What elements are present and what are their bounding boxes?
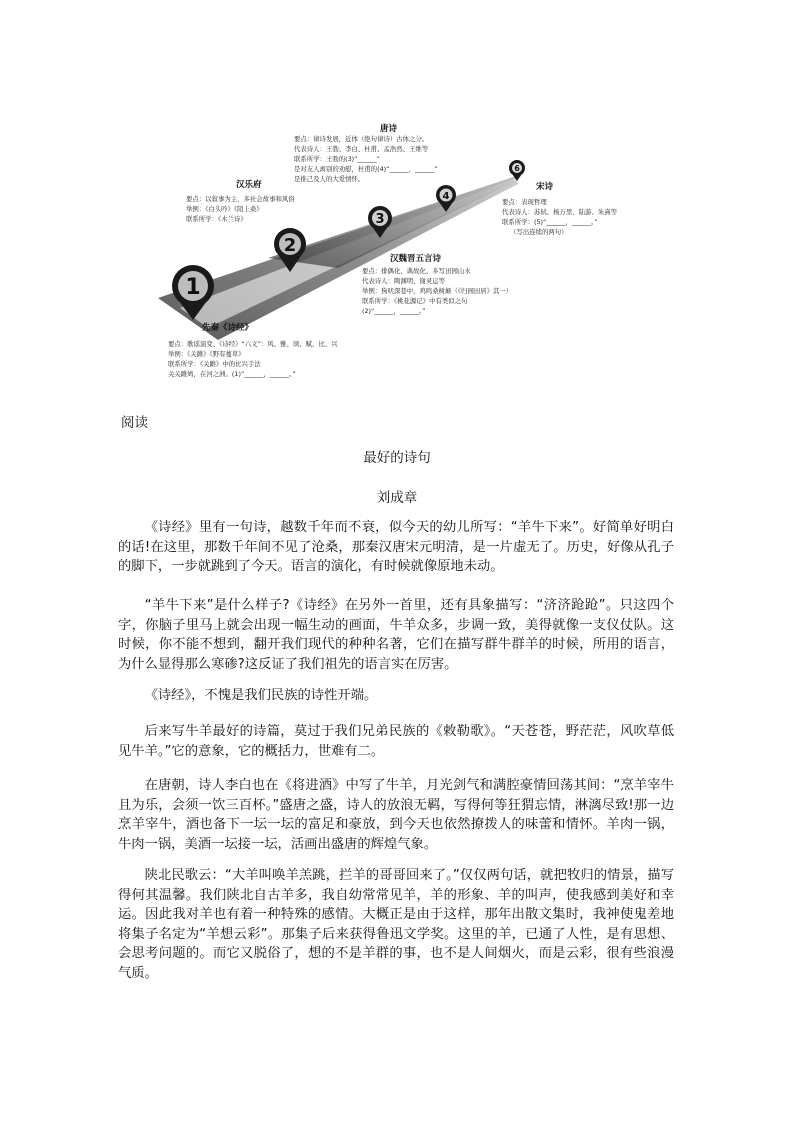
node-3-line-2: 代表诗人：陶渊明、谢灵运等 bbox=[362, 277, 446, 285]
node-1-line-4: 关关雎鸠，在河之洲。(1)“______，______。” bbox=[168, 370, 296, 378]
section-label-reading: 阅读 bbox=[121, 415, 148, 431]
node-2-line-3: 联系所学：《木兰诗》 bbox=[186, 215, 247, 223]
node-1-line-2: 举例：《关雎》《野有蔓草》 bbox=[168, 350, 245, 358]
poetry-history-diagram bbox=[118, 118, 658, 390]
paragraph-5: 在唐朝，诗人李白也在《将进酒》中写了牛羊，月光剑气和满腔豪情回荡其间：“烹羊宰牛且为乐，会须一饮三百杯。”盛唐之盛，诗人的放浪无羁，写得何等狂猬忘情，淋漓尽致!那一边烹羊宰牛，酒也备下一坛一坛的富足和豪放，到今天也依然撩拨人的味蕾和情怀。羊肉一锅，牛肉一锅，美酒一坛接一坛，活画出盛唐的辉煌气象。 bbox=[118, 778, 674, 852]
paragraph-1: 《诗经》里有一句诗，越数千年而不衰，似今天的幼儿所写：“羊牛下来”。好简单好明白的话!在这里，那数千年间不见了沧桑，那秦汉唐宋元明清，是一片虚无了。历史，好像从孔子的脚下，一步就跳到了今天。语言的演化，有时候就像原地未动。 bbox=[118, 520, 674, 574]
paragraph-4: 后来写牛羊最好的诗篇，莫过于我们兄弟民族的《敕勒歌》。“天苍苍，野茫茫，风吹草低见牛羊。”它的意象，它的概括力，世难有二。 bbox=[118, 724, 674, 759]
svg-text:2: 2 bbox=[283, 235, 297, 256]
article-author: 刘成章 bbox=[376, 490, 418, 506]
node-3-line-4: 联系所学：《桃花源记》中有类似之句 bbox=[362, 297, 468, 305]
node-4-line-4: 是对友人离别的劝慰，杜甫的(4)“______，______” bbox=[294, 165, 438, 173]
node-4-line-1: 要点：律诗发展，近体（绝句律诗）古体之分。 bbox=[294, 135, 429, 143]
node-3-line-3: 举例：狗吠深巷中，鸡鸣桑树颠（《归园田居》其一） bbox=[362, 287, 513, 295]
node-2-line-2: 举例：《白头吟》《陌上桑》 bbox=[186, 205, 263, 213]
node-2-line-1: 要点：以叙事为主，多社会故事和风俗 bbox=[186, 195, 295, 203]
article-title: 最好的诗句 bbox=[363, 450, 431, 466]
node-2-title: 汉乐府 bbox=[236, 180, 262, 190]
node-6-line-4: （写出连续的两句） bbox=[510, 228, 568, 236]
paragraph-3: 《诗经》，不愧是我们民族的诗性开端。 bbox=[144, 688, 378, 703]
node-4-title: 唐诗 bbox=[380, 124, 398, 134]
svg-text:1: 1 bbox=[185, 275, 201, 300]
node-3-line-5: (2)“______，______。” bbox=[362, 307, 426, 315]
paragraph-6: 陕北民歌云：“大羊叫唤羊羔跳，拦羊的哥哥回来了。”仅仅两句话，就把牧归的情景，描写得何其温馨。我们陕北自古羊多，我自幼常常见羊，羊的形象、羊的叫声，使我感到美好和幸运。因此我对羊也有着一种特殊的感情。大概正是由于这样，那年出散文集时，我神使鬼差地将集子名定为“羊想云彩”。那集子后来获得鲁迅文学奖。这里的羊，已通了人性，是有思想、会思考问题的。而它又脱俗了，想的不是羊群的事，也不是人间烟火，而是云彩，很有些浪漫气质。 bbox=[118, 868, 674, 981]
node-6-line-1: 要点：表现哲理 bbox=[502, 198, 547, 206]
svg-text:6: 6 bbox=[514, 164, 520, 173]
paragraph-2: “羊牛下来”是什么样子?《诗经》在另外一首里，还有具象描写：“济济跄跄”。只这四个字，你脑子里马上就会出现一幅生动的画面，牛羊众多，步调一致，美得就像一支仪仗队。这时候，你不能不想到，翻开我们现代的种种名著，它们在描写群牛群羊的时候，所用的语言，为什么显得那么寒碜?这反证了我们祖先的语言实在厉害。 bbox=[118, 598, 674, 672]
node-4-line-3: 联系所学：王勃的(3)“______” bbox=[294, 155, 380, 163]
node-1-line-1: 要点：歌谣演变、《诗经》“六义”：风、雅、颂、赋、比、兴 bbox=[168, 340, 338, 348]
node-3-title: 汉魏晋五言诗 bbox=[390, 254, 442, 264]
svg-text:4: 4 bbox=[442, 191, 450, 202]
node-6-title: 宋诗 bbox=[536, 182, 554, 192]
node-1-line-3: 联系所学：《关雎》中的比兴手法 bbox=[168, 360, 261, 368]
node-6-line-3: 联系所学：(5)“______，______。” bbox=[502, 218, 598, 226]
node-3-line-1: 要点：排偶化、典故化、多写田园山水 bbox=[362, 267, 471, 275]
node-4-line-2: 代表诗人：王勃、李白、杜甫、孟浩然、王维等 bbox=[294, 145, 429, 153]
node-6-line-2: 代表诗人：苏轼、杨万里、陆游、朱熹等 bbox=[502, 208, 618, 216]
node-4-line-5: 是推己及人的大爱情怀。 bbox=[294, 175, 365, 183]
svg-text:3: 3 bbox=[375, 212, 385, 227]
node-1-title: 先秦《诗经》 bbox=[202, 323, 254, 333]
